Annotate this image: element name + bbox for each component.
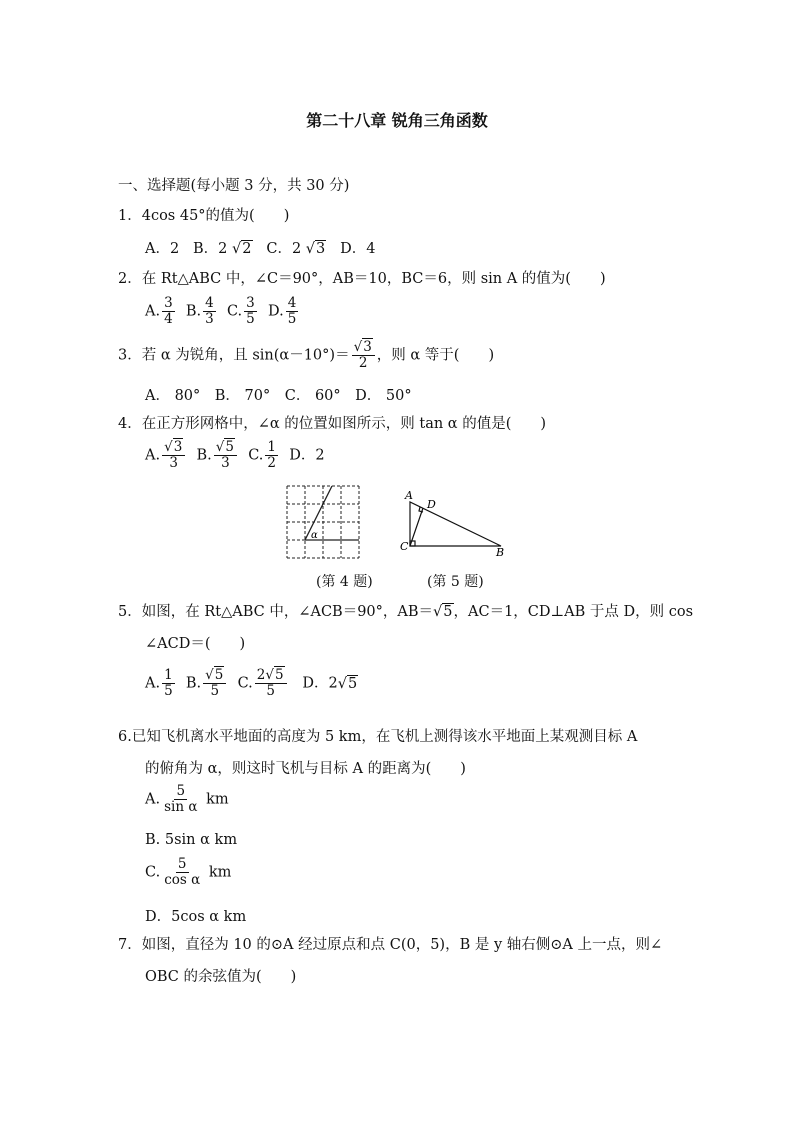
question-2-options: A. $\frac{3}{4}$ B. $\frac{4}{3}$ C. $\frac{3}{5}$ D. $\frac{4}{5}$ bbox=[145, 295, 297, 327]
q5-sqrt: √5 bbox=[433, 604, 453, 620]
q6-option-d: D．5cos α km bbox=[145, 909, 247, 925]
q6-option-b: B. 5sin α km bbox=[145, 832, 238, 848]
section-heading: 一、选择题(每小题 3 分，共 30 分) bbox=[118, 178, 350, 194]
figures-q4-q5 bbox=[280, 482, 520, 564]
q1-option-c: C．2 bbox=[266, 241, 302, 257]
q6-option-a-fraction: $\frac{5}{\text{sin α}}$ bbox=[164, 783, 198, 815]
q5-option-d-sqrt: √5 bbox=[337, 675, 358, 692]
question-4-stem: 4．在正方形网格中，∠α 的位置如图所示，则 tan α 的值是( ) bbox=[118, 416, 547, 432]
q5-option-a-fraction: $\frac{1}{5}$ bbox=[164, 667, 173, 699]
q2-option-a-fraction: $\frac{3}{4}$ bbox=[164, 295, 173, 327]
q4-option-d: D．2 bbox=[289, 447, 325, 464]
question-1-stem: 1．4cos 45°的值为( ) bbox=[118, 208, 290, 224]
question-5-options: A. $\frac{1}{5}$ B. $\frac{√5}{5}$ C. $\frac{2√5}{5}$ D．2√5 bbox=[145, 667, 358, 699]
question-6-stem-line1: 6.已知飞机离水平地面的高度为 5 km，在飞机上测得该水平地面上某观测目标 A bbox=[118, 729, 638, 745]
q5-stem-part2: ，AC＝1，CD⊥AB 于点 D，则 cos bbox=[453, 604, 694, 620]
q5-label-a: A bbox=[405, 489, 413, 502]
question-5-stem-line1 bbox=[118, 602, 693, 622]
q6-option-c-fraction: $\frac{5}{\text{cos α}}$ bbox=[164, 856, 201, 888]
q2-option-c-fraction: $\frac{3}{5}$ bbox=[246, 295, 255, 327]
question-1-options bbox=[145, 237, 375, 258]
question-5-stem-line2: ∠ACD＝( ) bbox=[145, 636, 246, 652]
q6-option-c: C. $\frac{5}{\text{cos α}}$ km bbox=[145, 856, 232, 888]
q5-option-c-fraction: $\frac{2√5}{5}$ bbox=[255, 668, 287, 699]
question-4-options: A. $\frac{√3}{3}$ B. $\frac{√5}{3}$ C. $\frac{1}{2}$ D．2 bbox=[145, 439, 325, 471]
q1-option-c-sqrt: √3 bbox=[305, 241, 326, 257]
q5-triangle-figure bbox=[410, 502, 501, 546]
q4-grid-figure bbox=[287, 486, 359, 558]
q2-option-d-fraction: $\frac{4}{5}$ bbox=[287, 295, 297, 327]
page-title: 第二十八章 锐角三角函数 bbox=[306, 111, 488, 130]
q5-label-d: D bbox=[427, 498, 436, 511]
question-3-options: A． 80° B． 70° C． 60° D． 50° bbox=[145, 388, 412, 404]
question-7-stem-line1: 7．如图，直径为 10 的⊙A 经过原点和点 C(0，5)，B 是 y 轴右侧⊙A 上一点，则∠ bbox=[118, 937, 663, 953]
figure-4-caption: (第 4 题) bbox=[316, 574, 373, 590]
q4-option-b-fraction: $\frac{√5}{3}$ bbox=[214, 440, 237, 471]
q5-label-b: B bbox=[496, 546, 505, 559]
q1-option-d: D．4 bbox=[340, 241, 376, 257]
q3-stem-pre: 3．若 α 为锐角，且 sin(α－10°)＝ bbox=[118, 347, 350, 364]
q3-fraction: $\frac{√3}{2}$ bbox=[352, 340, 375, 371]
q5-label-c: C bbox=[400, 540, 409, 553]
question-3-stem bbox=[118, 340, 494, 371]
q5-option-b-fraction: $\frac{√5}{5}$ bbox=[203, 668, 226, 699]
q4-alpha-label: α bbox=[311, 530, 318, 541]
q4-option-c-fraction: $\frac{1}{2}$ bbox=[267, 439, 276, 471]
q1-option-a: A．2 bbox=[145, 241, 180, 257]
q1-option-b: B．2 bbox=[193, 241, 228, 257]
q1-option-b-sqrt: √2 bbox=[232, 241, 252, 257]
q6-option-a: A. $\frac{5}{\text{sin α}}$ km bbox=[145, 783, 229, 815]
q2-option-b-fraction: $\frac{4}{3}$ bbox=[205, 295, 214, 327]
q4-option-a-fraction: $\frac{√3}{3}$ bbox=[162, 440, 185, 471]
q5-option-d: D．2 bbox=[302, 675, 338, 692]
figure-5-caption: (第 5 题) bbox=[427, 574, 484, 590]
question-7-stem-line2: OBC 的余弦值为( ) bbox=[145, 969, 297, 985]
q3-stem-post: ，则 α 等于( ) bbox=[376, 347, 495, 364]
q5-stem-part1: 5．如图，在 Rt△ABC 中，∠ACB＝90°，AB＝ bbox=[118, 604, 434, 620]
question-6-stem-line2: 的俯角为 α，则这时飞机与目标 A 的距离为( ) bbox=[145, 761, 466, 777]
question-2-stem: 2．在 Rt△ABC 中，∠C＝90°，AB＝10，BC＝6，则 sin A 的值为( ) bbox=[118, 271, 606, 287]
